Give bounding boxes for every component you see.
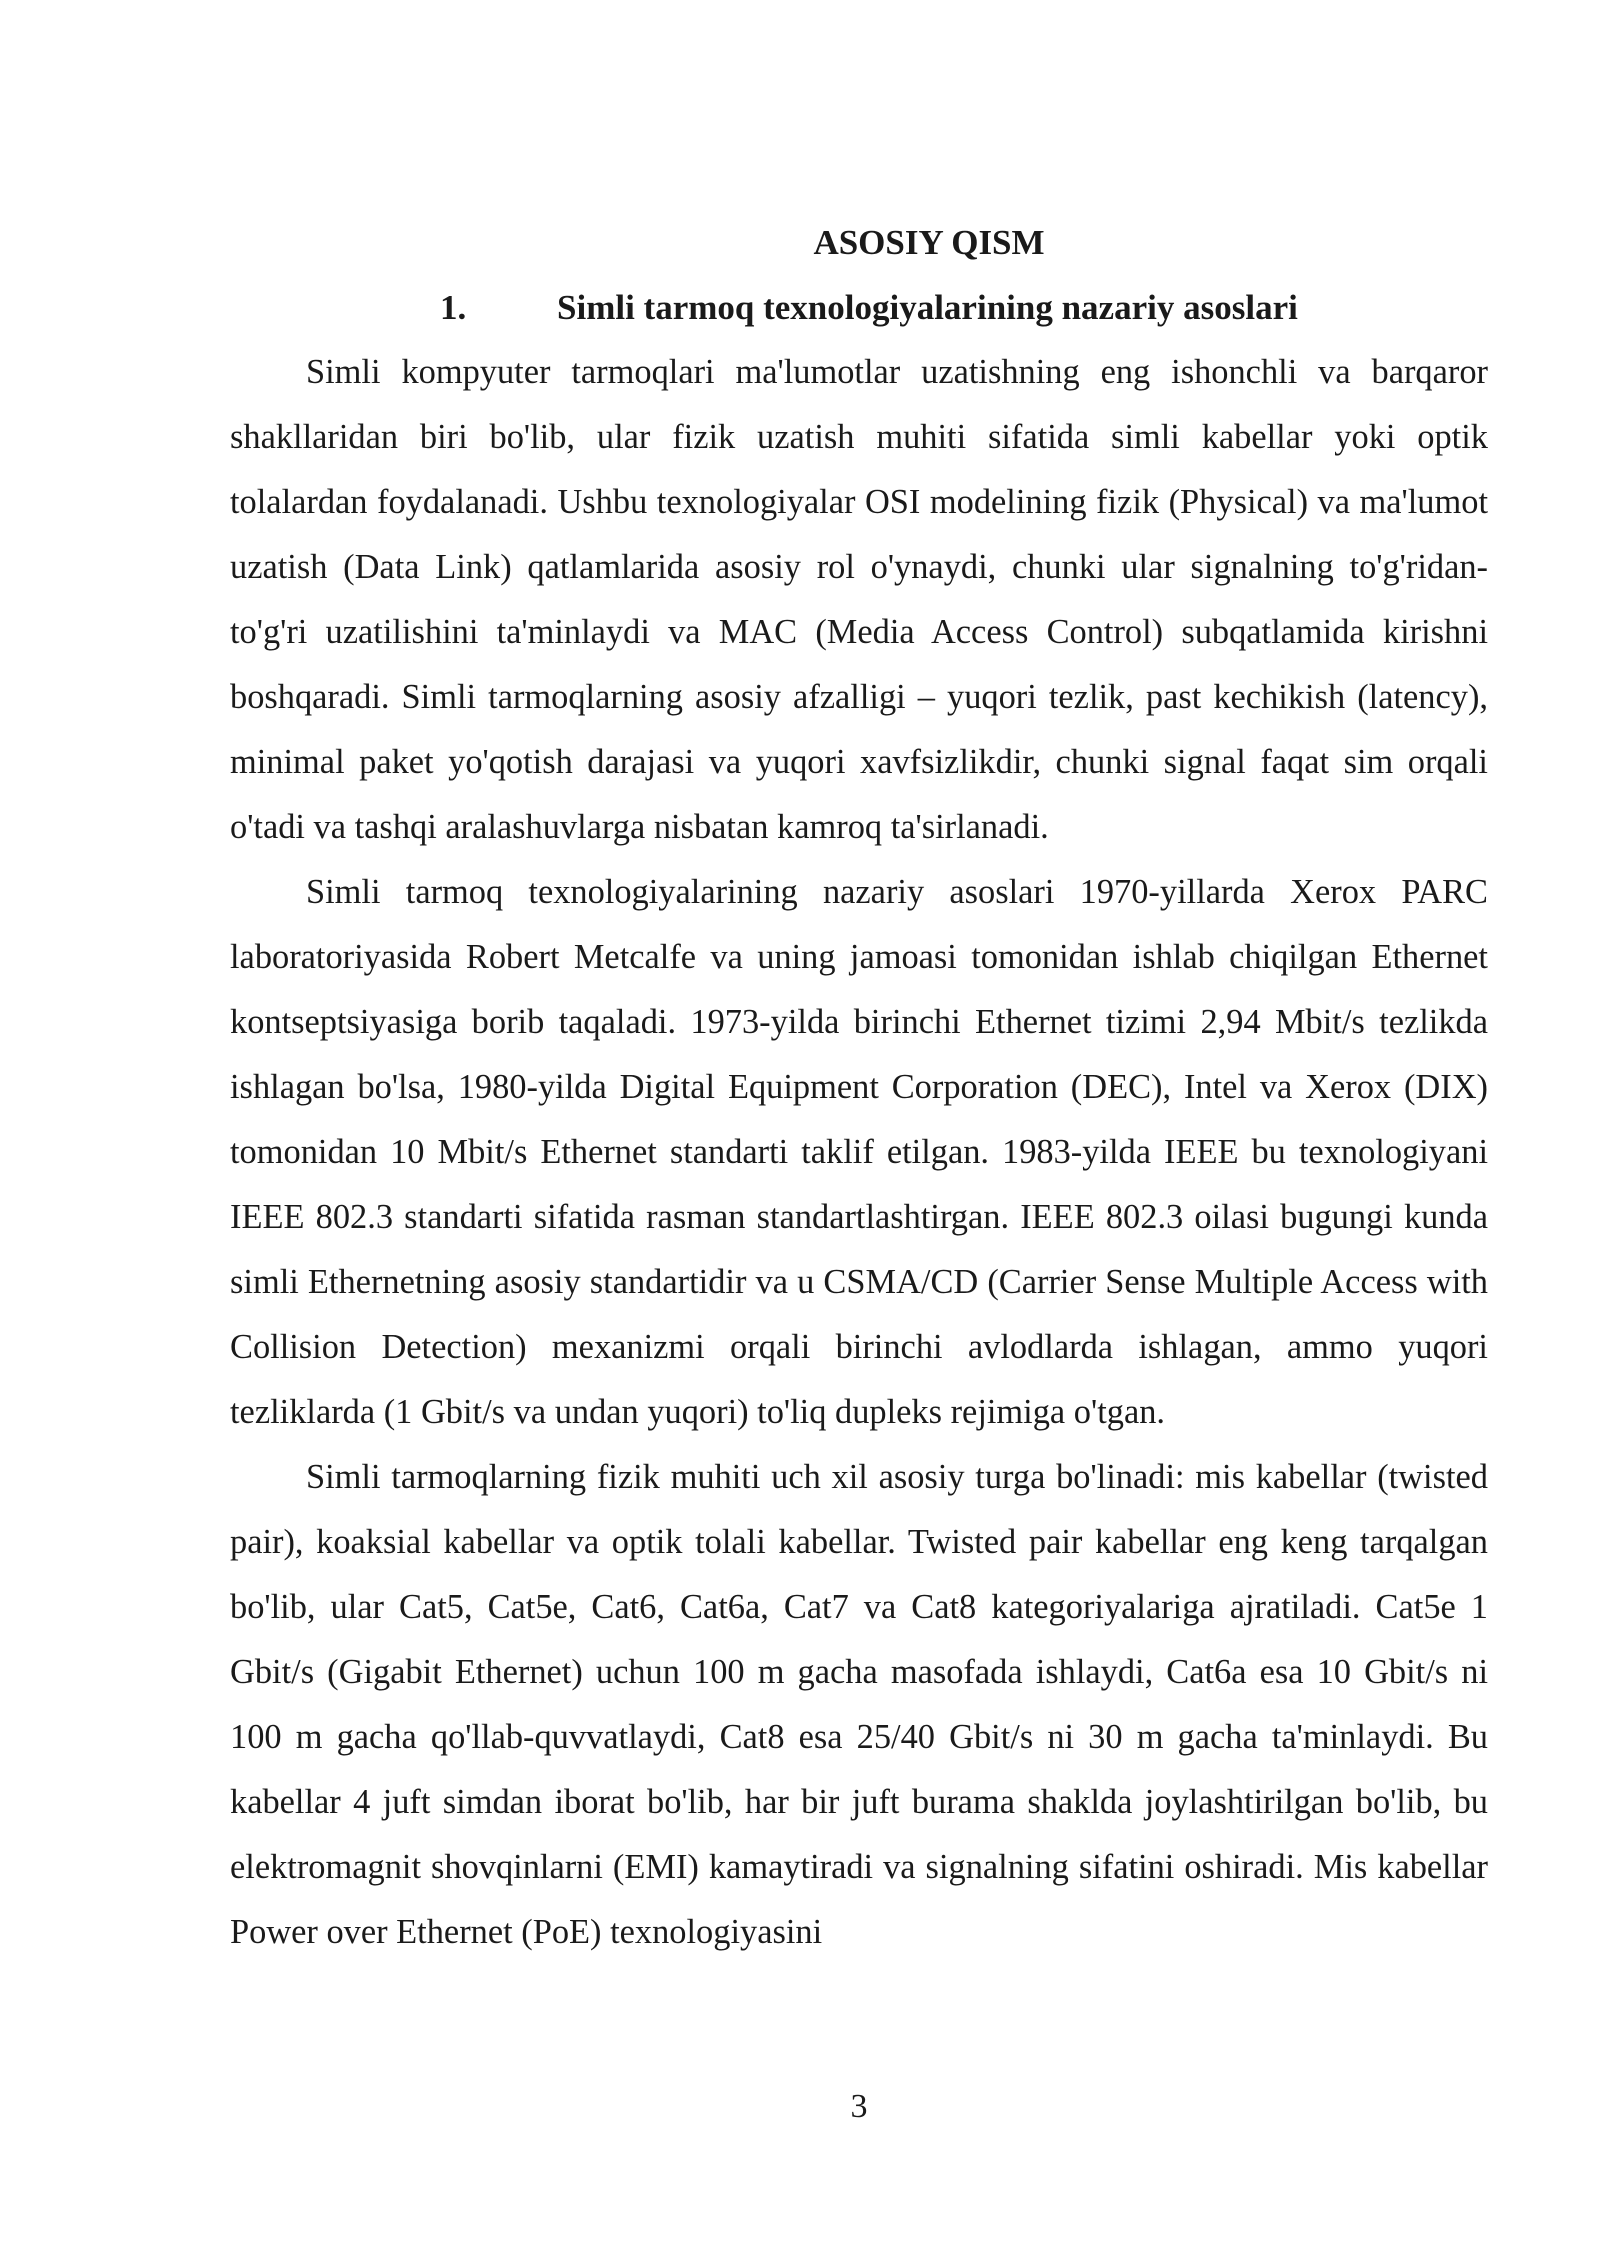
page-number: 3 [850, 2088, 868, 2125]
section-number: 1. [440, 288, 467, 327]
document-title: ASOSIY QISM [813, 223, 1045, 262]
section-title: Simli tarmoq texnologiyalarining nazariy asoslari [557, 288, 1298, 327]
body-paragraph: Simli kompyuter tarmoqlari ma'lumotlar uzatishning eng ishonchli va barqaror shakllaridan biri bo'lib, ular fizik uzatish muhiti sifatida simli kabellar yoki optik tolalardan foydalanadi. Ushbu texnologiyalar OSI modelining fizik (Physical) va ma'lumot uzatish (Data Link) qatlamlarida asosiy rol o'ynaydi, chunki ular signalning to'g'ridan-to'g'ri uzatilishini ta'minlaydi va MAC (Media Access Control) subqatlamida kirishni boshqaradi. Simli tarmoqlarning asosiy afzalligi – yuqori tezlik, past kechikish (latency), minimal paket yo'qotish darajasi va yuqori xavfsizlikdir, chunki signal faqat sim orqali o'tadi va tashqi aralashuvlarga nisbatan kamroq ta'sirlanadi. [230, 353, 1488, 846]
section-heading [230, 275, 1488, 340]
document-page [230, 210, 1488, 1965]
body-paragraph: Simli tarmoq texnologiyalarining nazariy asoslari 1970-yillarda Xerox PARC laboratoriyasida Robert Metcalfe va uning jamoasi tomonidan ishlab chiqilgan Ethernet kontseptsiyasiga borib taqaladi. 1973-yilda birinchi Ethernet tizimi 2,94 Mbit/s tezlikda ishlagan bo'lsa, 1980-yilda Digital Equipment Corporation (DEC), Intel va Xerox (DIX) tomonidan 10 Mbit/s Ethernet standarti taklif etilgan. 1983-yilda IEEE bu texnologiyani IEEE 802.3 standarti sifatida rasman standartlashtirgan. IEEE 802.3 oilasi bugungi kunda simli Ethernetning asosiy standartidir va u CSMA/CD (Carrier Sense Multiple Access with Collision Detection) mexanizmi orqali birinchi avlodlarda ishlagan, ammo yuqori tezliklarda (1 Gbit/s va undan yuqori) to'liq dupleks rejimiga o'tgan. [230, 873, 1488, 1431]
body-paragraph: Simli tarmoqlarning fizik muhiti uch xil asosiy turga bo'linadi: mis kabellar (twisted pair), koaksial kabellar va optik tolali kabellar. Twisted pair kabellar eng keng tarqalgan bo'lib, ular Cat5, Cat5e, Cat6, Cat6a, Cat7 va Cat8 kategoriyalariga ajratiladi. Cat5e 1 Gbit/s (Gigabit Ethernet) uchun 100 m gacha masofada ishlaydi, Cat6a esa 10 Gbit/s ni 100 m gacha qo'llab-quvvatlaydi, Cat8 esa 25/40 Gbit/s ni 30 m gacha ta'minlaydi. Bu kabellar 4 juft simdan iborat bo'lib, har bir juft burama shaklda joylashtirilgan bo'lib, bu elektromagnit shovqinlarni (EMI) kamaytiradi va signalning sifatini oshiradi. Mis kabellar Power over Ethernet (PoE) texnologiyasini [230, 1458, 1488, 1951]
